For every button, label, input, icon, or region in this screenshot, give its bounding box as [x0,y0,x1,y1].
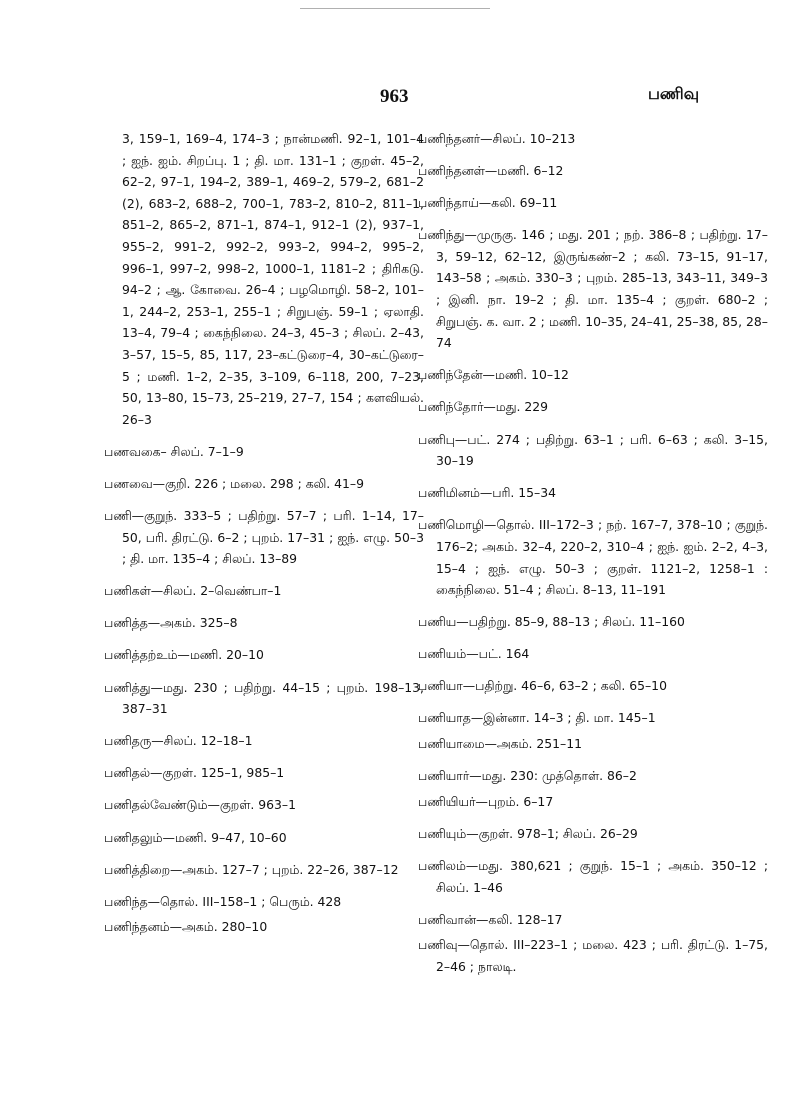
index-entry: பணவகை– சிலப். 7–1–9 [104,443,244,459]
index-entry: பணியாமை—அகம். 251–11 [418,736,582,752]
index-entry: பணிந்தாய்—கலி. 69–11 [418,195,558,211]
index-entry: பணி—குறுந். 333–5 ; பதிற்று. 57–7 ; பரி. 1–14, 17–50, பரி. திரட்டு. 6–2 ; புறம். 17–31 ; ஐந். எழு. 50–3 ; தி. மா. 135–4 ; சிலப். 13–89 [104,508,424,567]
index-entry: பணியார்—மது. 230: முத்தொள். 86–2 [418,768,637,784]
running-head: பணிவு [648,84,700,103]
page-number: 963 [380,86,409,107]
index-entry: பணிதல்—குறள். 125–1, 985–1 [104,765,285,781]
index-entry: பணிலம்—மது. 380,621 ; குறுந். 15–1 ; அகம். 350–12 ; சிலப். 1–46 [418,857,768,895]
index-entry: பணிந்தனம்—அகம். 280–10 [104,919,268,935]
index-entry: பணிந்தனர்—சிலப். 10–213 [418,131,576,146]
index-entry: பணிமினம்—பரி. 15–34 [418,485,556,501]
index-entry: பணிபு—பட். 274 ; பதிற்று. 63–1 ; பரி. 6–63 ; கலி. 3–15, 30–19 [418,431,768,469]
top-scan-rule [300,8,490,9]
index-entry: பணவை—குறி. 226 ; மலை. 298 ; கலி. 41–9 [104,475,364,491]
index-entry: பணித்து—மது. 230 ; பதிற்று. 44–15 ; புறம். 198–13, 387–31 [104,679,424,717]
index-entry: பணித்திறை—அகம். 127–7 ; புறம். 22–26, 387–12 [104,861,399,877]
index-entry: பணியா—பதிற்று. 46–6, 63–2 ; கலி. 65–10 [418,678,667,694]
index-entry: பணியாத—இன்னா. 14–3 ; தி. மா. 145–1 [418,710,656,726]
right-column [418,128,768,988]
index-entry: பணித்தற்உம்—மணி. 20–10 [104,647,264,663]
left-column [104,128,424,948]
index-entry: பணிதரு—சிலப். 12–18–1 [104,733,253,749]
index-entry: பணியியர்—புறம். 6–17 [418,793,554,809]
index-entry: பணியம்—பட். 164 [418,646,530,662]
index-entry: பணிய—பதிற்று. 85–9, 88–13 ; சிலப். 11–160 [418,614,685,630]
index-entry: பணிந்தேன்—மணி. 10–12 [418,367,569,383]
index-entry: 3, 159–1, 169–4, 174–3 ; நான்மணி. 92–1, 101–4 ; ஐந். ஐம். சிறப்பு. 1 ; தி. மா. 131–1 ; குறள். 45–2, 62–2, 97–1, 194–2, 389–1, 469–2, 579–2, 681–2 (2), 683–2, 688–2, 700–1, 783–2, 810–2, 811–1, 851–2, 865–2, 871–1, 874–1, 912–1 (2), 937–1, 955–2, 991–2, 992–2, 993–2, 994–2, 995–2, 996–1, 997–2, 998–2, 1000–1, 1181–2 ; திரிகடு. 94–2 ; ஆ. கோவை. 26–4 ; பழமொழி. 58–2, 101–1, 244–2, 253–1, 255–1 ; சிறுபஞ். 59–1 ; ஏலாதி. 13–4, 79–4 ; கைந்நிலை. 24–3, 45–3 ; சிலப். 2–43, 3–57, 15–5, 85, 117, 23–கட்டுரை–4, 30–கட்டுரை–5 ; மணி. 1–2, 2–35, 3–109, 6–118, 200, 7–23, 50, 13–80, 15–73, 25–219, 27–7, 154 ; களவியல். 26–3 [122,131,424,427]
index-entry: பணியும்—குறள். 978–1; சிலப். 26–29 [418,825,638,841]
index-entry: பணிந்த—தொல். III–158–1 ; பெரும். 428 [104,893,342,909]
index-entry: பணிந்தனள்—மணி. 6–12 [418,163,564,179]
index-entry: பணிவு—தொல். III–223–1 ; மலை. 423 ; பரி. திரட்டு. 1–75, 2–46 ; நாலடி. [418,937,768,974]
index-entry: பணித்த—அகம். 325–8 [104,615,238,631]
index-entry: பணிவான்—கலி. 128–17 [418,911,563,927]
index-entry: பணிந்தோர்—மது. 229 [418,399,549,415]
index-entry: பணிதல்வேண்டும்—குறள். 963–1 [104,797,297,813]
index-entry: பணிகள்—சிலப். 2–வெண்பா–1 [104,583,282,599]
index-entry: பணிந்து—முருகு. 146 ; மது. 201 ; நற். 386–8 ; பதிற்று. 17–3, 59–12, 62–12, இருங்கண்–2 ; கலி. 73–15, 91–17, 143–58 ; அகம். 330–3 ; புறம். 285–13, 343–11, 349–3 ; இனி. நா. 19–2 ; தி. மா. 135–4 ; குறள். 680–2 ; சிறுபஞ். க. வா. 2 ; மணி. 10–35, 24–41, 25–38, 85, 28–74 [418,227,768,351]
index-entry: பணிதலும்—மணி. 9–47, 10–60 [104,829,287,845]
index-entry: பணிமொழி—தொல். III–172–3 ; நற். 167–7, 378–10 ; குறுந். 176–2; அகம். 32–4, 220–2, 310–4 ; ஐந். ஐம். 2–2, 4–3, 15–4 ; ஐந். எழு. 50–3 ; குறள். 1121–2, 1258–1 : கைந்நிலை. 51–4 ; சிலப். 8–13, 11–191 [418,517,768,598]
